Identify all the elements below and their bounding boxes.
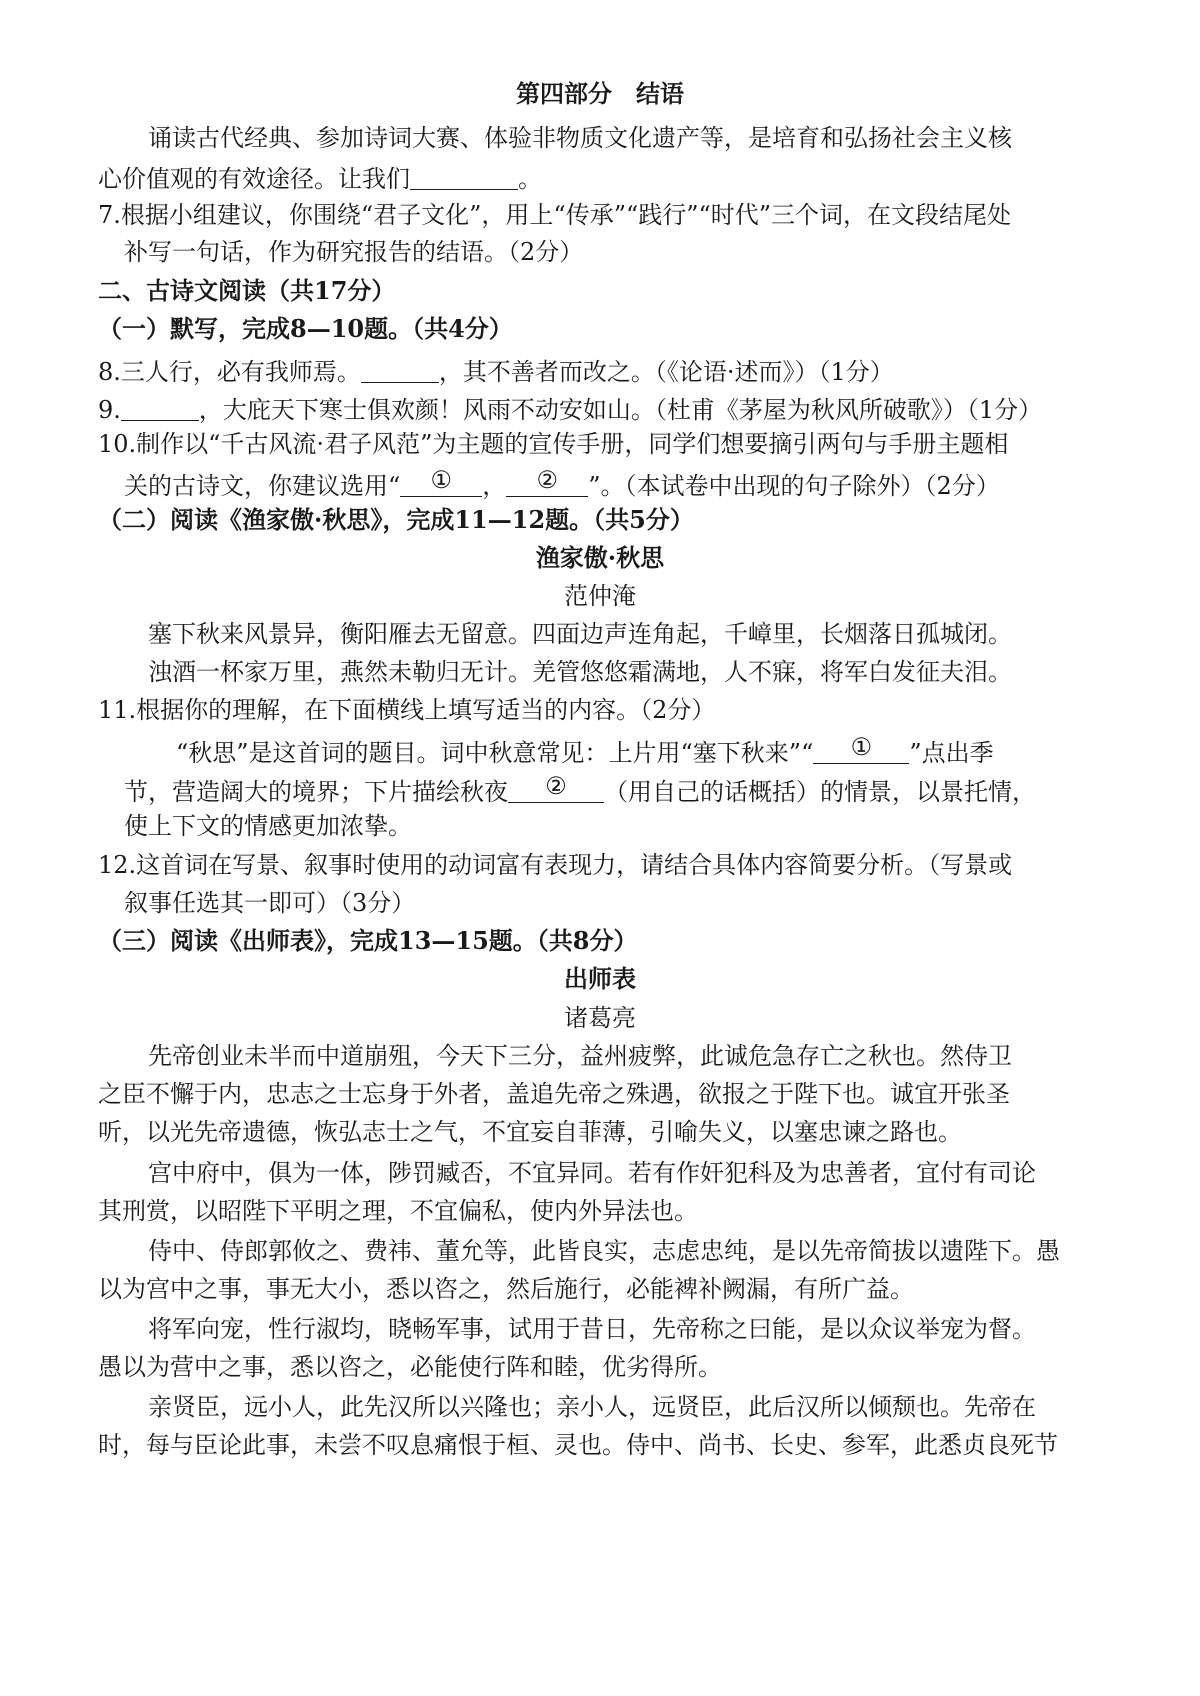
poem-line: 浊酒一杯家万里，燕然未勒归无计。羌管悠悠霜满地，人不寐，将军白发征夫泪。 <box>148 658 1012 686</box>
poem-title: 渔家傲·秋思 <box>535 543 665 572</box>
essay-line: 听，以光先帝遗德，恢弘志士之气，不宜妄自菲薄，引喻失义，以塞忠谏之路也。 <box>98 1118 962 1146</box>
answer-blank-1[interactable]: ① <box>400 470 482 497</box>
question-11-text: 节，营造阔大的境界；下片描绘秋夜 ② （用自己的话概括）的情景，以景托情， <box>124 772 1036 806</box>
essay-title: 出师表 <box>564 964 636 993</box>
essay-line: 愚以为营中之事，悉以咨之，必能使行阵和睦，优劣得所。 <box>98 1353 722 1381</box>
question-9-text: 9. ，大庇天下寒士俱欢颜！风雨不动安如山。（杜甫《茅屋为秋风所破歌》）（1分） <box>98 396 1043 424</box>
essay-line: 之臣不懈于内，忠志之士忘身于外者，盖追先帝之殊遇，欲报之于陛下也。诚宜开张圣 <box>98 1080 1010 1108</box>
essay-line: 宫中府中，俱为一体，陟罚臧否，不宜异同。若有作奸犯科及为忠善者，宜付有司论 <box>148 1159 1036 1187</box>
question-11-text: “秋思”是这首词的题目。词中秋意常见：上片用“塞下秋来”“ ① ”点出季 <box>176 733 994 767</box>
part4-title: 第四部分 结语 <box>516 79 684 108</box>
question-11-text: 11.根据你的理解，在下面横线上填写适当的内容。（2分） <box>98 696 716 724</box>
part4-paragraph-line: 诵读古代经典、参加诗词大赛、体验非物质文化遗产等，是培育和弘扬社会主义核 <box>148 124 1012 152</box>
answer-blank-1[interactable]: ① <box>813 737 909 764</box>
essay-line: 亲贤臣，远小人，此先汉所以兴隆也；亲小人，远贤臣，此后汉所以倾颓也。先帝在 <box>148 1393 1036 1421</box>
answer-blank[interactable] <box>361 356 439 383</box>
part4-paragraph-line: 心价值观的有效途径。让我们 。 <box>98 165 542 193</box>
question-10-text: 关的古诗文，你建议选用“ ① ， ② ”。（本试卷中出现的句子除外）（2分） <box>124 466 1000 500</box>
question-7-text: 7.根据小组建议，你围绕“君子文化”，用上“传承”“践行”“时代”三个词，在文段结尾处 <box>98 201 1012 229</box>
section-2-title: 二、古诗文阅读（共17分） <box>98 276 396 305</box>
answer-blank-2[interactable]: ② <box>508 776 604 803</box>
subsection-3-title: （三）阅读《出师表》，完成13—15题。（共8分） <box>98 926 638 955</box>
essay-line: 以为宫中之事，事无大小，悉以咨之，然后施行，必能裨补阙漏，有所广益。 <box>98 1275 914 1303</box>
essay-author: 诸葛亮 <box>564 1004 636 1032</box>
essay-line: 将军向宠，性行淑均，晓畅军事，试用于昔日，先帝称之曰能，是以众议举宠为督。 <box>148 1315 1036 1343</box>
question-11-text: 使上下文的情感更加浓挚。 <box>124 812 412 840</box>
question-12-text: 叙事任选其一即可）（3分） <box>124 889 416 917</box>
answer-blank[interactable] <box>410 163 518 190</box>
question-7-text: 补写一句话，作为研究报告的结语。（2分） <box>124 238 584 266</box>
essay-line: 时，每与臣论此事，未尝不叹息痛恨于桓、灵也。侍中、尚书、长史、参军，此悉贞良死节 <box>98 1431 1058 1459</box>
poem-line: 塞下秋来风景异，衡阳雁去无留意。四面边声连角起，千嶂里，长烟落日孤城闭。 <box>148 620 1012 648</box>
essay-line: 先帝创业未半而中道崩殂，今天下三分，益州疲弊，此诚危急存亡之秋也。然侍卫 <box>148 1042 1012 1070</box>
subsection-2-title: （二）阅读《渔家傲·秋思》，完成11—12题。（共5分） <box>98 505 694 534</box>
answer-blank[interactable] <box>121 394 199 421</box>
essay-line: 侍中、侍郎郭攸之、费祎、董允等，此皆良实，志虑忠纯，是以先帝简拔以遗陛下。愚 <box>148 1237 1060 1265</box>
question-8-text: 8.三人行，必有我师焉。 ，其不善者而改之。（《论语·述而》）（1分） <box>98 358 894 386</box>
answer-blank-2[interactable]: ② <box>506 470 588 497</box>
question-12-text: 12.这首词在写景、叙事时使用的动词富有表现力，请结合具体内容简要分析。（写景或 <box>98 851 1013 879</box>
essay-line: 其刑赏，以昭陛下平明之理，不宜偏私，使内外异法也。 <box>98 1197 698 1225</box>
subsection-1-title: （一）默写，完成8—10题。（共4分） <box>98 314 513 343</box>
question-10-text: 10.制作以“千古风流·君子风范”为主题的宣传手册，同学们想要摘引两句与手册主题相 <box>98 430 1009 458</box>
poem-author: 范仲淹 <box>564 582 636 610</box>
